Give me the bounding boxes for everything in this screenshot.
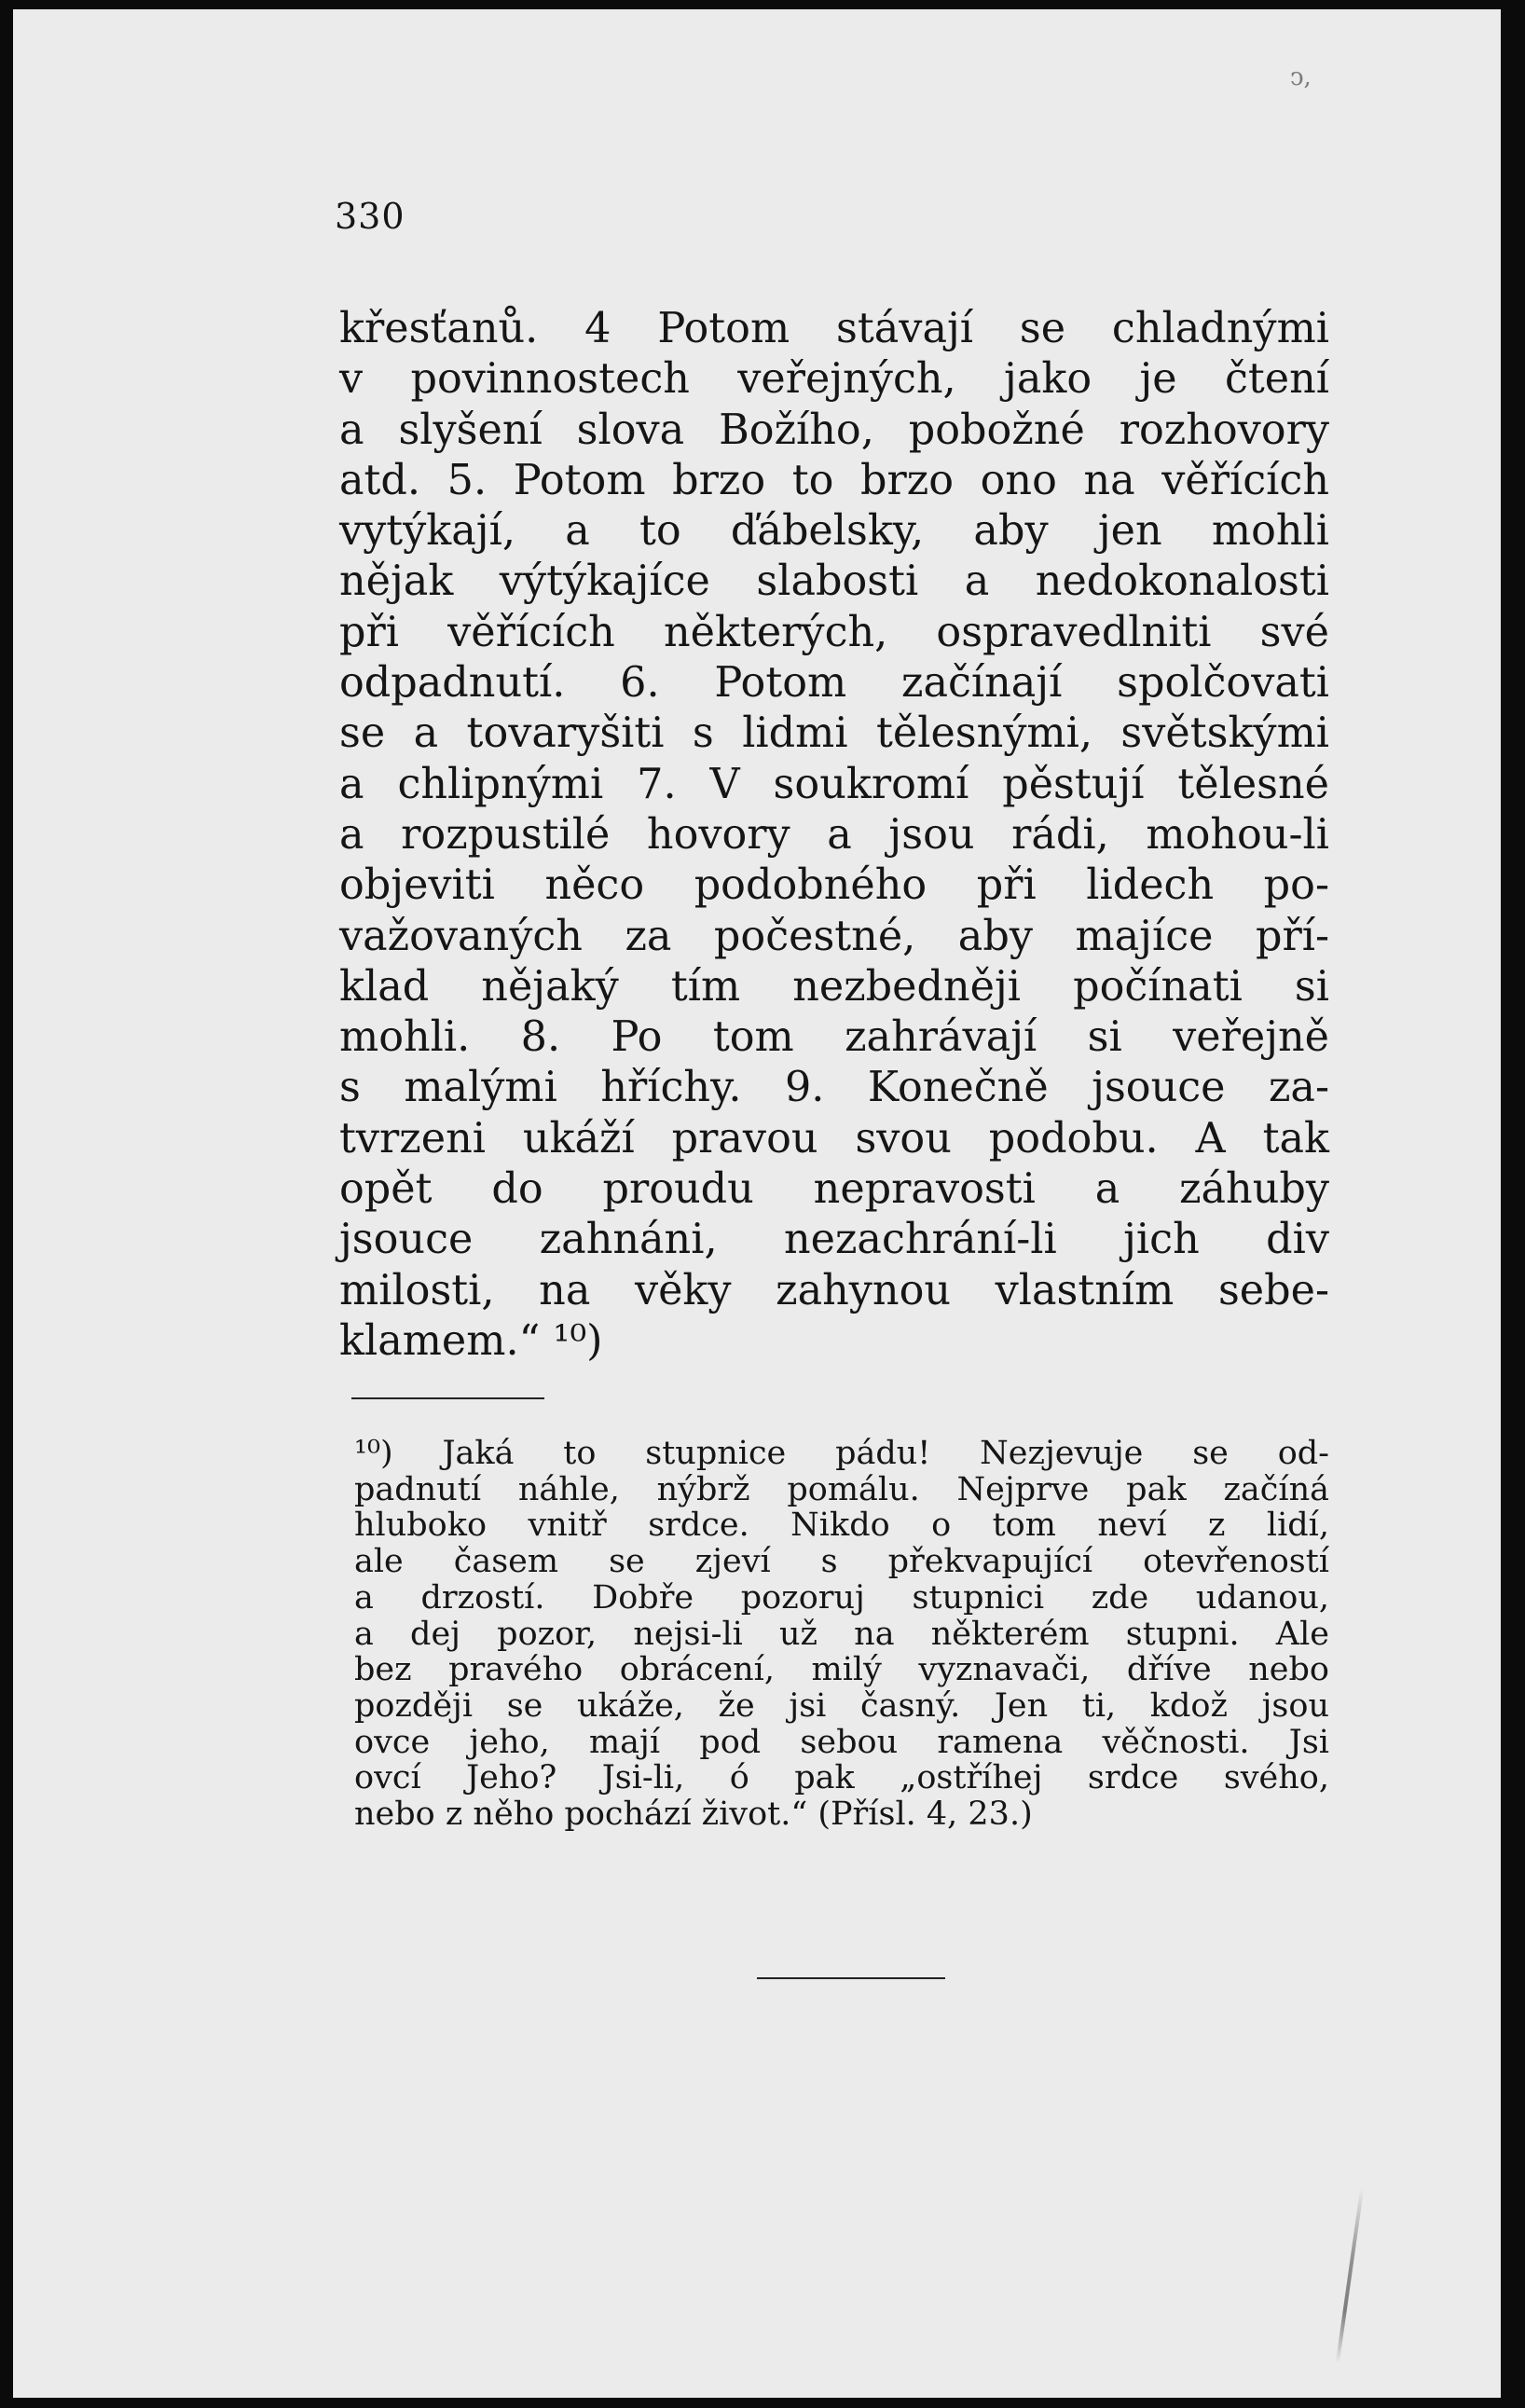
footnote-line: ¹⁰) Jaká to stupnice pádu! Nezjevuje se od- [354, 1435, 1329, 1472]
page-number: 330 [335, 196, 405, 237]
footnote-line: ovce jeho, mají pod sebou ramena věčnosti. Jsi [354, 1723, 1329, 1761]
page-edge-mark [1336, 2188, 1364, 2364]
footnote-line: a drzostí. Dobře pozoruj stupnici zde udanou, [354, 1578, 1329, 1617]
body-line: při věřících některých, ospravedlniti své [339, 608, 1329, 656]
body-line: nějak výtýkajíce slabosti a nedokonalosti [339, 557, 1329, 606]
body-line: klamem.“ ¹⁰) [339, 1316, 603, 1365]
footnote-line: bez pravého obrácení, milý vyznavači, dříve nebo [354, 1651, 1329, 1689]
footnote [354, 1436, 1329, 1833]
body-line: v povinnostech veřejných, jako je čtení [339, 355, 1329, 404]
footnote-line: nebo z něho pochází život.“ (Přísl. 4, 23.) [354, 1796, 1033, 1834]
body-line: a chlipnými 7. V soukromí pěstují tělesné [339, 760, 1329, 808]
corner-mark: ↄ, [1290, 63, 1312, 91]
footnote-line: padnutí náhle, nýbrž pomálu. Nejprve pak začíná [354, 1470, 1329, 1508]
footnote-line: ale časem se zjeví s překvapující otevřeností [354, 1543, 1329, 1581]
footnote-line: později se ukáže, že jsi časný. Jen ti, kdož jsou [354, 1686, 1329, 1725]
body-line: atd. 5. Potom brzo to brzo ono na věřících [339, 456, 1329, 504]
end-rule [757, 1977, 945, 1979]
body-line: se a tovaryšiti s lidmi tělesnými, světskými [339, 709, 1329, 758]
body-line: objeviti něco podobného při lidech po- [339, 861, 1329, 910]
body-line: vytýkají, a to ďábelsky, aby jen mohli [339, 507, 1329, 556]
body-line: milosti, na věky zahynou vlastním sebe- [339, 1266, 1329, 1314]
body-line: klad nějaký tím nezbedněji počínati si [339, 962, 1329, 1011]
body-line: jsouce zahnáni, nezachrání-li jich div [339, 1216, 1329, 1264]
body-line: křesťanů. 4 Potom stávají se chladnými [339, 305, 1329, 352]
footnote-line: ovcí Jeho? Jsi-li, ó pak „ostříhej srdce svého, [354, 1759, 1329, 1797]
body-line: mohli. 8. Po tom zahrávají si veřejně [339, 1013, 1329, 1062]
footnote-line: a dej pozor, nejsi-li už na některém stupni. Ale [354, 1615, 1329, 1653]
body-line: odpadnutí. 6. Potom začínají spolčovati [339, 659, 1329, 708]
body-text [339, 304, 1329, 1367]
body-line: važovaných za počestné, aby majíce pří- [339, 912, 1329, 960]
body-line: s malými hříchy. 9. Konečně jsouce za- [339, 1064, 1329, 1112]
body-line: a slyšení slova Božího, pobožné rozhovory [339, 406, 1329, 454]
body-line: a rozpustilé hovory a jsou rádi, mohou-li [339, 810, 1329, 859]
body-line: opět do proudu nepravosti a záhuby [339, 1165, 1329, 1214]
footnote-separator [351, 1397, 544, 1399]
book-page [13, 9, 1501, 2398]
footnote-line: hluboko vnitř srdce. Nikdo o tom neví z lidí, [354, 1507, 1329, 1545]
body-line: tvrzeni ukáží pravou svou podobu. A tak [339, 1114, 1329, 1163]
